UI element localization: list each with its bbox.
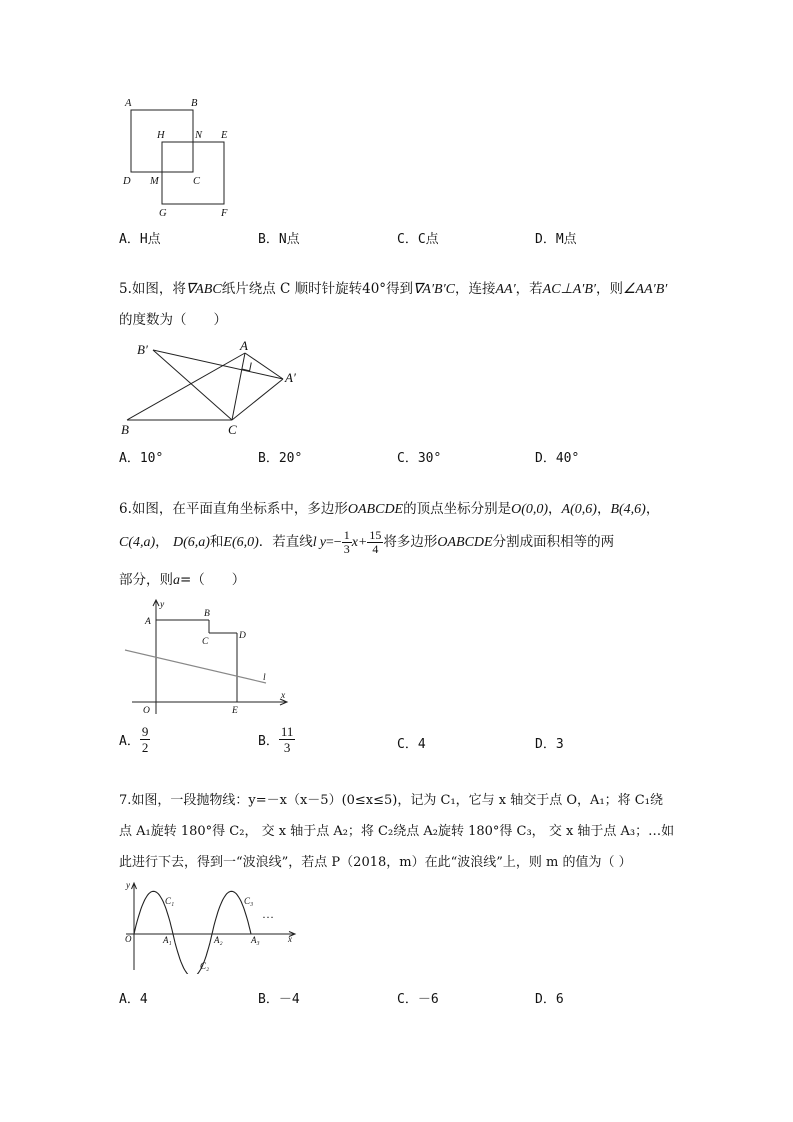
q7-option-a[interactable]: A．4 — [119, 992, 148, 1007]
label-A2: A₂ — [214, 935, 223, 945]
q5-stem — [119, 274, 679, 335]
q7-figure — [118, 878, 303, 974]
q5-angle-expr: ∠AA′B′ — [623, 282, 668, 297]
axis-label-y: y — [160, 600, 165, 610]
label-B: B — [191, 98, 198, 109]
q6-eq-x: x+ — [351, 535, 368, 550]
q6-point-e: E(6,0) — [223, 535, 259, 550]
label-A: A — [240, 338, 248, 353]
q6-stem-line1 — [119, 497, 659, 518]
q7-option-c[interactable]: C．－6 — [397, 992, 439, 1007]
q6-point-a: A(0,6) — [561, 502, 597, 517]
q5-text: 5.如图，将 — [119, 281, 186, 297]
label-F: F — [221, 208, 228, 219]
label-O: O — [143, 706, 150, 716]
q4-figure — [115, 92, 245, 222]
label-B: B — [121, 422, 129, 437]
q6-sep: ， — [645, 501, 660, 517]
q6-sep: ， — [155, 534, 169, 550]
q5-segment: AA′ — [495, 282, 516, 297]
q6-figure — [118, 596, 293, 718]
q5-text-line2: 的度数为（ ） — [119, 312, 227, 328]
q4-option-c[interactable]: C．C点 — [397, 232, 439, 247]
label-O: O — [125, 934, 132, 944]
q7-option-b[interactable]: B．－4 — [258, 992, 300, 1007]
q6-point-o: O(0,0) — [511, 502, 549, 517]
label-C3: C₃ — [244, 896, 254, 906]
label-H: H — [157, 130, 165, 141]
label-G: G — [159, 208, 167, 219]
axis-label-x: x — [281, 691, 286, 701]
q5-option-a[interactable]: A．10° — [119, 451, 164, 466]
q6-text: 6.如图，在平面直角坐标系中，多边形 — [119, 501, 348, 517]
label-A: A — [145, 617, 151, 627]
q6-text: 分割成面积相等的两 — [492, 534, 615, 550]
q6-sep: ， — [596, 501, 611, 517]
q6-eq-y: y — [319, 535, 326, 550]
q5-text: 得到 — [386, 281, 414, 297]
q6-eq-minus: =− — [325, 535, 342, 550]
label-A1: A₁ — [163, 935, 172, 945]
q6-text: 将多边形 — [383, 534, 438, 550]
q5-text: ，连接 — [455, 281, 496, 297]
q5-option-d[interactable]: D．40° — [535, 451, 580, 466]
axis-label-x: x — [288, 934, 292, 944]
q6-line-name: l — [312, 535, 317, 550]
q7-line3: 此进行下去，得到一“波浪线”，若点 P（2018，m）在此“波浪线”上，则 m 的值为（ ） — [119, 855, 632, 870]
label-C: C — [228, 422, 237, 437]
label-E: E — [221, 130, 228, 141]
q6-option-c[interactable]: C．4 — [397, 737, 426, 752]
q5-text: 纸片绕点 C 顺时针旋转 — [221, 281, 363, 297]
q6-polygon: OABCDE — [347, 502, 404, 517]
q5-figure — [115, 338, 315, 438]
q7-stem — [119, 785, 674, 878]
q6-option-b[interactable]: B． $\frac{11}{3}$ — [258, 724, 294, 755]
q4-option-b[interactable]: B．N点 — [258, 232, 300, 247]
axis-label-y: y — [126, 880, 130, 890]
q6-option-a[interactable]: A． $\frac{9}{2}$ — [119, 724, 149, 755]
q6-stem-line3 — [119, 568, 245, 589]
label-D: D — [123, 176, 131, 187]
q5-text: ，若 — [515, 281, 543, 297]
label-A3: A₃ — [251, 935, 260, 945]
q6-point-b: B(4,6) — [610, 502, 646, 517]
q5-text: ，则 — [596, 281, 623, 297]
q6-option-d[interactable]: D．3 — [535, 737, 564, 752]
label-B: B — [204, 609, 210, 619]
q6-text: 的顶点坐标分别是 — [403, 501, 512, 517]
label-C: C — [202, 637, 209, 647]
q6-fraction-1-3: $\frac{1}{3}$ — [343, 528, 350, 556]
q6-fraction-15-4: $\frac{15}{4}$ — [369, 528, 382, 556]
q5-option-c[interactable]: C．30° — [397, 451, 442, 466]
q6-text: ．若直线 — [258, 534, 313, 550]
label-l: l — [263, 673, 266, 683]
q6-option-a-fraction: $\frac{9}{2}$ — [141, 724, 149, 755]
q5-triangle2: ∇A′B′C — [413, 282, 455, 297]
q6-point-c: C(4,a) — [119, 535, 156, 550]
q6-point-d: D(6,a) — [172, 535, 210, 550]
q4-option-a[interactable]: A．H点 — [119, 232, 161, 247]
label-A-prime: A′ — [285, 370, 296, 385]
label-N: N — [195, 130, 203, 141]
q5-option-b[interactable]: B．20° — [258, 451, 303, 466]
q6-text: =（ ） — [180, 572, 246, 588]
label-M: M — [150, 176, 159, 187]
q6-var-a: a — [173, 573, 180, 588]
q6-and: 和 — [209, 534, 224, 550]
q5-perp: AC⊥A′B′ — [542, 282, 596, 297]
q6-polygon-2: OABCDE — [437, 535, 493, 550]
label-C2: C₂ — [200, 961, 210, 971]
label-D: D — [239, 631, 246, 641]
q5-angle: 40° — [362, 281, 387, 297]
label-C: C — [193, 176, 201, 187]
q7-line2: 点 A₁旋转 180°得 C₂， 交 x 轴于点 A₂；将 C₂绕点 A₂旋转 180°得 C₃， 交 x 轴于点 A₃；…如 — [119, 824, 675, 839]
q4-option-d[interactable]: D．M点 — [535, 232, 577, 247]
q5-triangle1: ∇ABC — [185, 282, 222, 297]
q6-text: 部分，则 — [119, 572, 173, 588]
label-dots: … — [262, 907, 274, 921]
wave-curve — [134, 891, 254, 974]
q6-option-b-fraction: $\frac{11}{3}$ — [280, 724, 294, 755]
label-C1: C₁ — [165, 896, 175, 906]
q7-option-d[interactable]: D．6 — [535, 992, 564, 1007]
label-E: E — [232, 706, 238, 716]
q7-line1: 7.如图，一段抛物线：y=－x（x－5）(0≤x≤5)，记为 C₁，它与 x 轴交于点 O，A₁；将 C₁绕 — [119, 793, 663, 808]
q6-stem-line2 — [119, 527, 614, 558]
label-A: A — [125, 98, 132, 109]
label-B-prime: B′ — [137, 342, 148, 357]
q6-sep: ， — [548, 501, 562, 517]
